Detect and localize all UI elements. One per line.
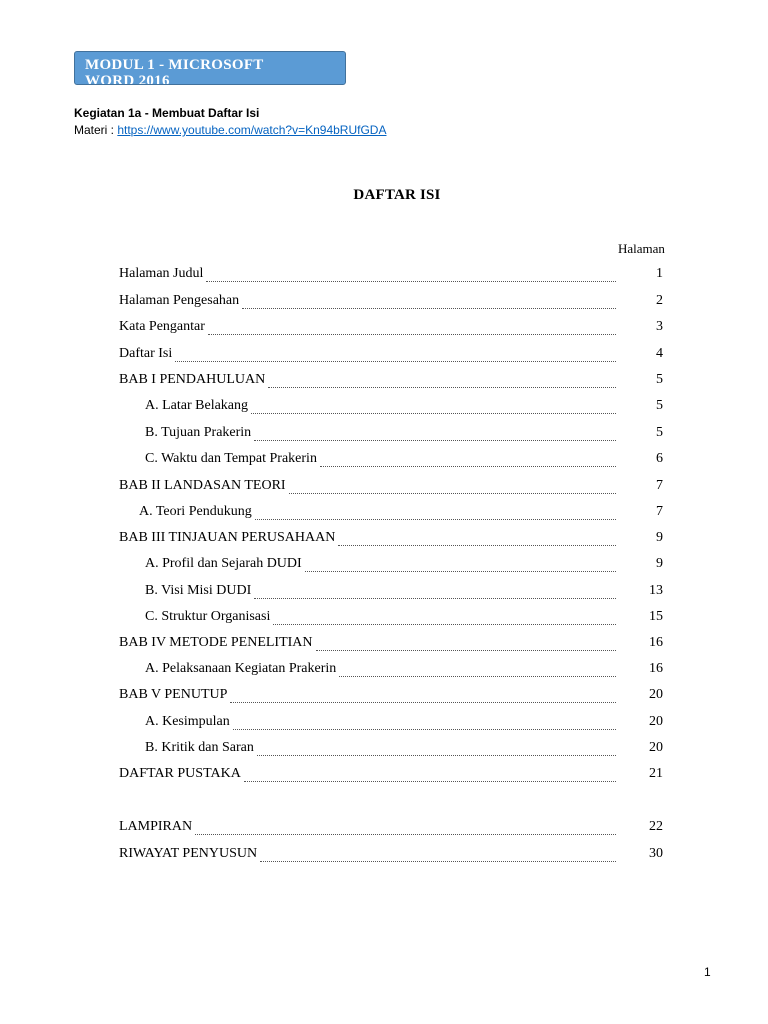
toc-entry-page: 22: [649, 819, 663, 834]
toc-entry-page: 4: [656, 346, 663, 361]
toc-leader-dots: [289, 484, 616, 494]
toc-entry-label: Kata Pengantar: [119, 319, 205, 334]
toc-entry[interactable]: [119, 580, 678, 602]
toc-leader-dots: [260, 852, 616, 862]
material-link[interactable]: https://www.youtube.com/watch?v=Kn94bRUfGDA: [117, 123, 387, 137]
toc-entry-label: A. Teori Pendukung: [139, 504, 252, 519]
toc-entry-page: 5: [656, 372, 663, 387]
toc-leader-dots: [257, 746, 616, 756]
toc-entry-label: LAMPIRAN: [119, 819, 193, 834]
toc-entry[interactable]: [119, 553, 678, 575]
toc-entry-page: 6: [656, 451, 663, 466]
page-column-header: Halaman: [618, 241, 665, 256]
toc-entry-page: 20: [649, 714, 663, 729]
toc-leader-dots: [233, 720, 616, 730]
toc-entry-page: 20: [649, 687, 663, 702]
toc-entry-page: 7: [656, 478, 663, 493]
toc-entry-label: Halaman Pengesahan: [119, 293, 240, 308]
toc-entry-label: A. Profil dan Sejarah DUDI: [145, 556, 302, 571]
toc-entry[interactable]: [119, 343, 678, 365]
toc-entry[interactable]: [119, 263, 678, 285]
material-prefix: Materi :: [74, 123, 118, 137]
page-number: 1: [704, 965, 711, 979]
toc-leader-dots: [255, 510, 616, 520]
toc-entry-page: 15: [649, 609, 663, 624]
toc-entry-page: 1: [656, 266, 663, 281]
toc-entry[interactable]: [119, 501, 678, 523]
toc-leader-dots: [254, 589, 616, 599]
toc-leader-dots: [338, 536, 616, 546]
toc-entry-label: Halaman Judul: [119, 266, 204, 281]
toc-entry-page: 7: [656, 504, 663, 519]
toc-leader-dots: [339, 667, 616, 677]
toc-leader-dots: [251, 404, 616, 414]
toc-entry-page: 16: [649, 635, 663, 650]
module-title: MODUL 1 - MICROSOFT WORD 2016: [85, 57, 264, 85]
toc-entry-page: 2: [656, 293, 663, 308]
toc-entry-label: BAB IV METODE PENELITIAN: [119, 635, 313, 650]
toc-entry[interactable]: [119, 395, 678, 417]
toc-entry[interactable]: [119, 843, 678, 865]
toc-leader-dots: [254, 431, 616, 441]
toc-entry-page: 16: [649, 661, 663, 676]
toc-entry-page: 13: [649, 583, 663, 598]
toc-leader-dots: [273, 615, 616, 625]
toc-leader-dots: [208, 325, 616, 335]
toc-entry-label: B. Tujuan Prakerin: [145, 425, 252, 440]
toc-entry-page: 9: [656, 556, 663, 571]
toc-entry[interactable]: [119, 658, 678, 680]
toc-entry-label: A. Latar Belakang: [145, 398, 249, 413]
toc-entry-label: C. Waktu dan Tempat Prakerin: [145, 451, 317, 466]
toc-leader-dots: [316, 641, 616, 651]
module-title-banner: [74, 51, 346, 85]
toc-entry-label: B. Kritik dan Saran: [145, 740, 254, 755]
toc-leader-dots: [195, 825, 616, 835]
toc-entry-page: 5: [656, 398, 663, 413]
toc-entry-label: BAB III TINJAUAN PERUSAHAAN: [119, 530, 336, 545]
toc-leader-dots: [175, 352, 616, 362]
toc-entry[interactable]: [119, 422, 678, 444]
toc-leader-dots: [305, 562, 616, 572]
toc-entry[interactable]: [119, 763, 678, 785]
toc-entry-label: A. Pelaksanaan Kegiatan Prakerin: [145, 661, 337, 676]
toc-entry[interactable]: [119, 816, 678, 838]
toc-entry[interactable]: [119, 475, 678, 497]
toc-entry-label: DAFTAR PUSTAKA: [119, 766, 241, 781]
material-line: [74, 123, 386, 137]
toc-entry-label: BAB V PENUTUP: [119, 687, 228, 702]
toc-entry-label: RIWAYAT PENYUSUN: [119, 846, 258, 861]
toc-entry[interactable]: [119, 369, 678, 391]
toc-entry-label: C. Struktur Organisasi: [145, 609, 271, 624]
toc-leader-dots: [230, 693, 616, 703]
toc-entry-page: 30: [649, 846, 663, 861]
toc-entry-label: BAB II LANDASAN TEORI: [119, 478, 286, 493]
toc-entry[interactable]: [119, 290, 678, 312]
toc-entry[interactable]: [119, 527, 678, 549]
toc-entry[interactable]: [119, 448, 678, 470]
toc-entry-page: 5: [656, 425, 663, 440]
toc-leader-dots: [268, 378, 616, 388]
toc-leader-dots: [320, 457, 616, 467]
toc-entry-page: 3: [656, 319, 663, 334]
toc-entry-page: 9: [656, 530, 663, 545]
toc-entry-page: 21: [649, 766, 663, 781]
toc-entry[interactable]: [119, 711, 678, 733]
toc-entry-label: A. Kesimpulan: [145, 714, 230, 729]
toc-entry[interactable]: [119, 606, 678, 628]
toc-entry[interactable]: [119, 737, 678, 759]
toc-entry[interactable]: [119, 684, 678, 706]
toc-entry-page: 20: [649, 740, 663, 755]
toc-leader-dots: [244, 772, 616, 782]
toc-entry-label: Daftar Isi: [119, 346, 173, 361]
toc-leader-dots: [242, 299, 616, 309]
toc-entry-label: BAB I PENDAHULUAN: [119, 372, 266, 387]
toc-entry[interactable]: [119, 632, 678, 654]
toc-title: DAFTAR ISI: [353, 187, 441, 203]
activity-title: Kegiatan 1a - Membuat Daftar Isi: [74, 106, 260, 120]
toc-entry[interactable]: [119, 316, 678, 338]
toc-leader-dots: [206, 272, 616, 282]
toc-entry-label: B. Visi Misi DUDI: [145, 583, 252, 598]
